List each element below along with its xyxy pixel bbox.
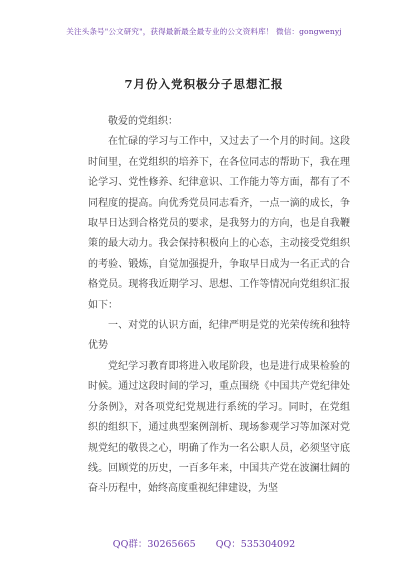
- paragraph-intro: 在忙碌的学习与工作中，又过去了一个月的时间。这段时间里，在党组织的培养下，在各位同志的帮助下，我在理论学习、党性修养、纪律意识、工作能力等方面，都有了不同程度的提高。向优秀党员同志看齐，一点一滴的成长，争取早日达到合格党员的要求，是我努力的方向，也是自我鞭策的最大动力。我会保持积极向上的心态，主动接受党组织的考验、锻炼，自觉加强提升，争取早日成为一名正式的合格党员。现将我近期学习、思想、工作等情况向党组织汇报如下：: [88, 136, 350, 311]
- header-promo-note: 关注头条号"公文研究"，获得最新最全最专业的公文资料库！ 微信：gongwenyj: [66, 27, 342, 36]
- document-body: [88, 112, 350, 500]
- section-heading-1: 一、对党的认识方面，纪律严明是党的光荣传统和独特优势: [88, 320, 350, 352]
- footer-qq: QQ：535304092: [215, 539, 296, 550]
- document-title: 7月份入党积极分子思想汇报: [124, 77, 284, 91]
- footer-contact: [0, 536, 408, 550]
- paragraph-discipline: 党纪学习教育即将进入收尾阶段，也是进行成果检验的时候。通过这段时间的学习，重点围绕《中国共产党纪律处分条例》，对各项党纪党规进行系统的学习。同时，在党组织的组织下，通过典型案例剖析、现场参观学习等加深对党规党纪的敬畏之心，明确了作为一名公职人员，必须坚守底线。回顾党的历史，一百多年来，中国共产党在波澜壮阔的奋斗历程中，始终高度重视纪律建设，为坚: [88, 360, 350, 495]
- footer-qq-group: QQ群：30265665: [112, 539, 196, 550]
- salutation: 敬爱的党组织：: [108, 116, 178, 127]
